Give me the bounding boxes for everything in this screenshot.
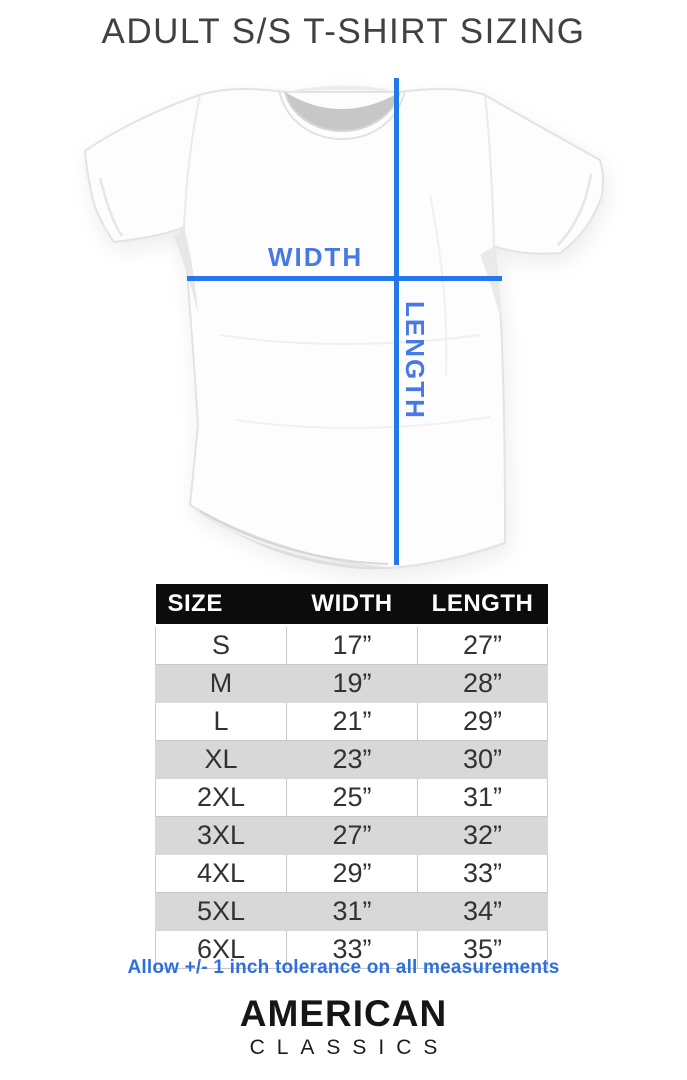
table-cell: 6XL [156,931,287,969]
table-row [156,893,548,931]
table-cell: L [156,703,287,741]
width-measure-line [187,276,502,281]
table-header-cell: WIDTH [287,584,418,626]
size-table-body [156,626,548,969]
table-cell: 4XL [156,855,287,893]
table-row [156,665,548,703]
brand-name-secondary: CLASSICS [249,1035,450,1059]
table-cell: 29” [287,855,418,893]
brand-logo [0,995,687,1058]
length-label: LENGTH [400,301,430,420]
table-cell: 32” [418,817,548,855]
table-cell: 2XL [156,779,287,817]
table-cell: 19” [287,665,418,703]
table-cell: 17” [287,626,418,665]
tolerance-note: Allow +/- 1 inch tolerance on all measurements [127,957,560,978]
table-cell: 35” [418,931,548,969]
table-cell: 25” [287,779,418,817]
table-cell: 5XL [156,893,287,931]
page-title: ADULT S/S T-SHIRT SIZING [101,12,586,51]
table-cell: 21” [287,703,418,741]
table-cell: 33” [418,855,548,893]
table-cell: 33” [287,931,418,969]
table-cell: 27” [287,817,418,855]
table-cell: 23” [287,741,418,779]
table-header-cell: SIZE [156,584,287,626]
table-row [156,855,548,893]
tshirt-illustration [70,75,610,580]
table-cell: 28” [418,665,548,703]
table-cell: 27” [418,626,548,665]
table-cell: M [156,665,287,703]
brand-name-primary: AMERICAN [239,993,448,1034]
width-label: WIDTH [268,242,364,272]
table-row [156,817,548,855]
size-table [155,584,548,969]
table-cell: 34” [418,893,548,931]
table-cell: 3XL [156,817,287,855]
table-header-row [156,584,548,626]
table-row [156,779,548,817]
table-cell: 30” [418,741,548,779]
table-cell: 31” [418,779,548,817]
table-cell: 29” [418,703,548,741]
table-row [156,626,548,665]
table-row [156,703,548,741]
table-header-cell: LENGTH [418,584,548,626]
table-cell: 31” [287,893,418,931]
table-cell: XL [156,741,287,779]
table-row [156,741,548,779]
table-cell: S [156,626,287,665]
